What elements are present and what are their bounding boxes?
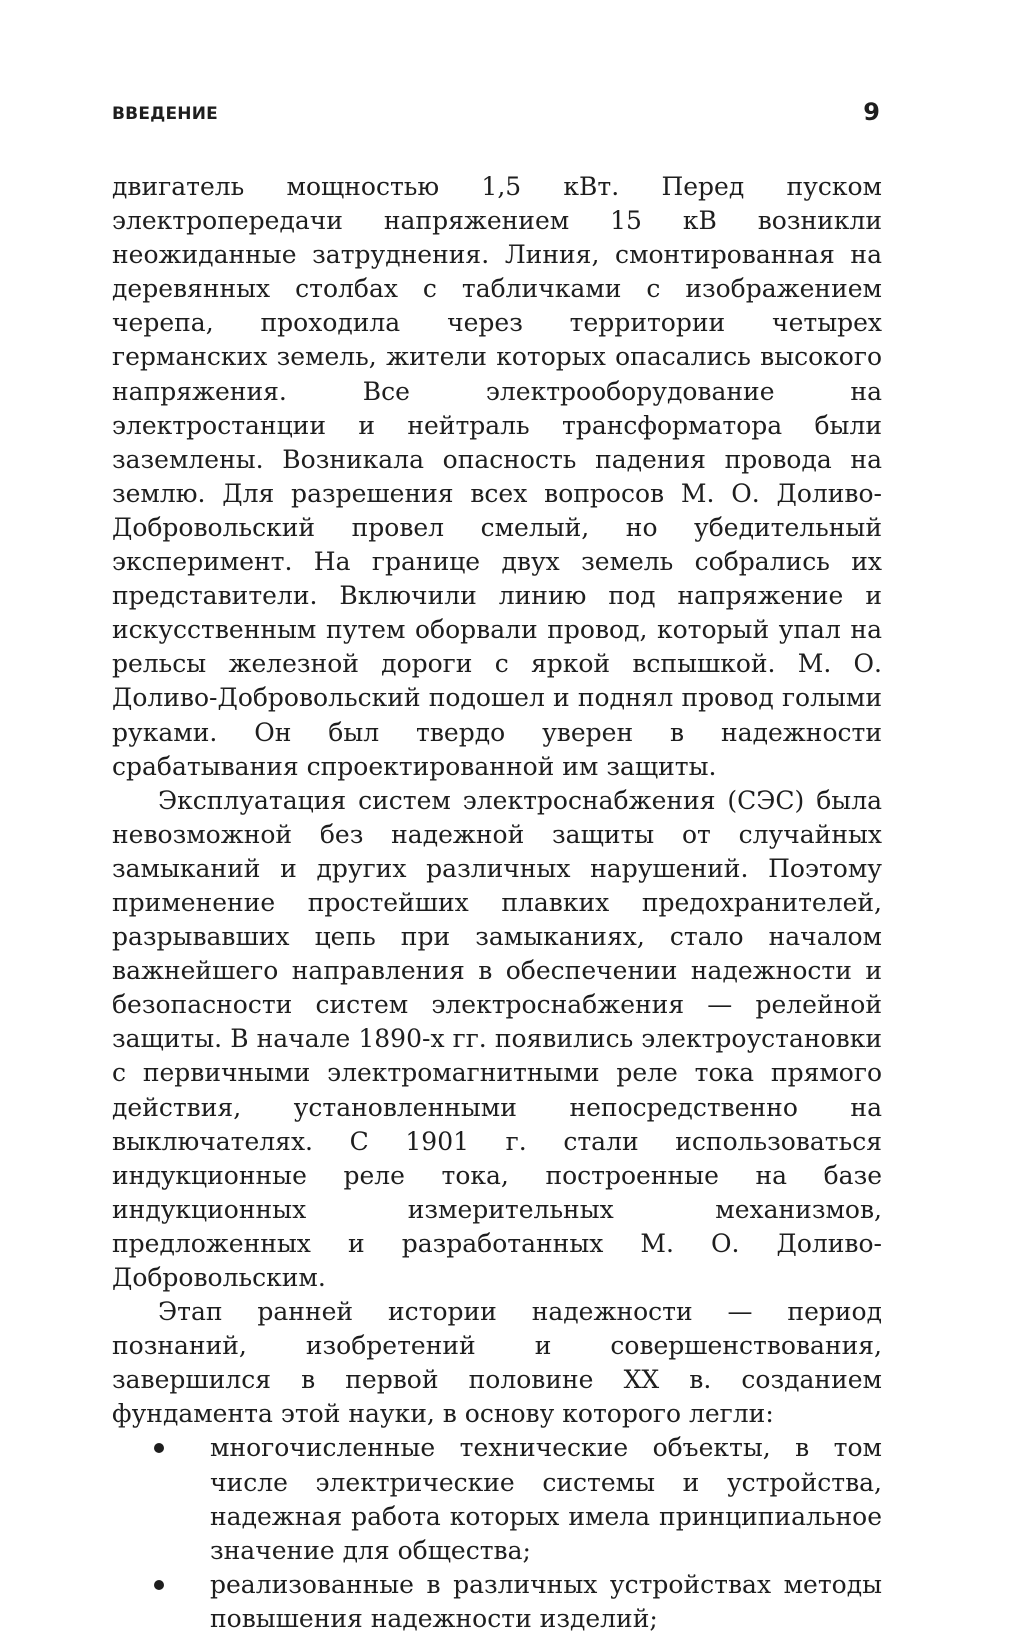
- bullet-icon: [154, 1443, 164, 1453]
- list-item-text: многочисленные технические объекты, в том числе электрические системы и устройства, надежная работа которых имела принципиальное значение для общества;: [210, 1433, 882, 1565]
- running-header: [112, 98, 882, 132]
- list-item: [112, 1568, 882, 1636]
- bullet-icon: [154, 1580, 164, 1590]
- section-title: ВВЕДЕНИЕ: [112, 104, 218, 124]
- body-text: [112, 170, 882, 1636]
- paragraph-early-history: Этап ранней истории надежности — период познаний, изобретений и совершенствования, завершился в первой половине XX в. созданием фундамента этой науки, в основу которого легли:: [112, 1297, 882, 1429]
- paragraph-continuation: двигатель мощностью 1,5 кВт. Перед пуском электропередачи напряжением 15 кВ возникли неожиданные затруднения. Линия, смонтированная на деревянных столбах с табличками с изображением черепа, проходила через территории четырех германских земель, жители которых опасались высокого напряжения. Все электрооборудование на электростанции и нейтраль трансформатора были заземлены. Возникала опасность падения провода на землю. Для разрешения всех вопросов М. О. Доливо-Добровольский провел смелый, но убедительный эксперимент. На границе двух земель собрались их представители. Включили линию под напряжение и искусственным путем оборвали провод, который упал на рельсы железной дороги с яркой вспышкой. М. О. Доливо-Добровольский подошел и поднял провод голыми руками. Он был твердо уверен в надежности срабатывания спроектированной им защиты.: [112, 172, 882, 781]
- paragraph-relay-protection: Эксплуатация систем электроснабжения (СЭС) была невозможной без надежной защиты от случайных замыканий и других различных нарушений. Поэтому применение простейших плавких предохранителей, разрывавших цепь при замыканиях, стало началом важнейшего направления в обеспечении надежности и безопасности систем электроснабжения — релейной защиты. В начале 1890-х гг. появились электроустановки с первичными электромагнитными реле тока прямого действия, установленными непосредственно на выключателях. С 1901 г. стали использоваться индукционные реле тока, построенные на базе индукционных измерительных механизмов, предложенных и разработанных М. О. Доливо-Добровольским.: [112, 785, 882, 1292]
- list-item-text: реализованные в различных устройствах методы повышения надежности изделий;: [210, 1569, 882, 1633]
- bullet-list: [112, 1431, 882, 1636]
- list-item: [112, 1431, 882, 1567]
- page-number: 9: [863, 98, 880, 126]
